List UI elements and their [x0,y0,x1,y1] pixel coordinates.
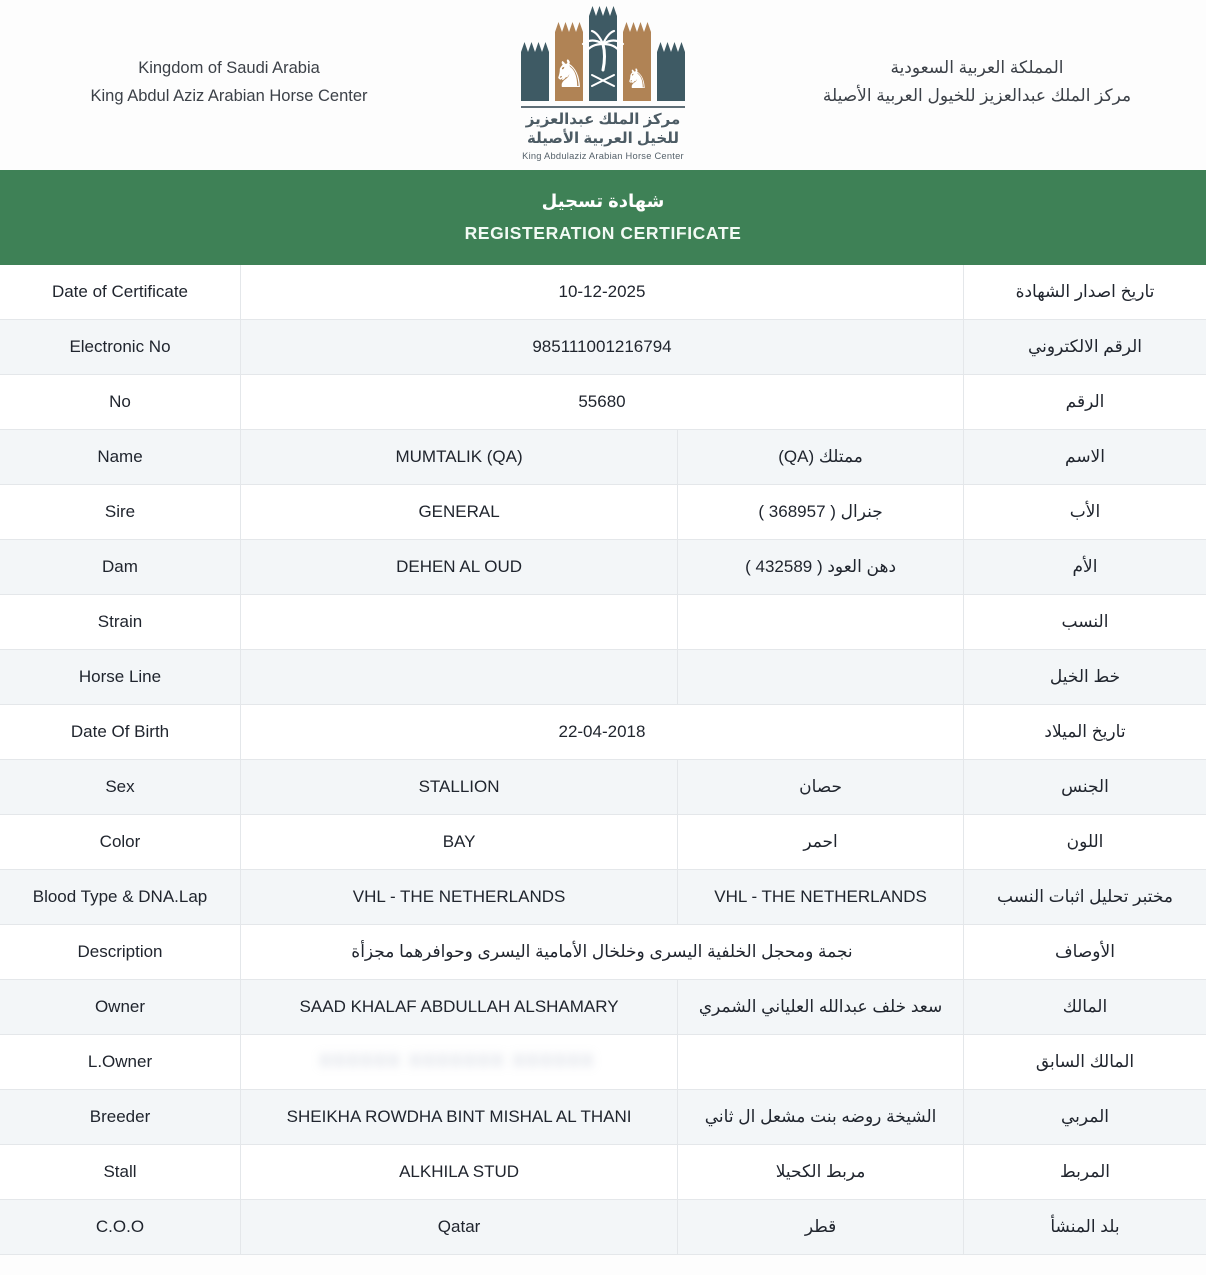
value-english: BAY [240,815,677,869]
label-english: Owner [94,997,146,1016]
svg-text:♞: ♞ [624,64,650,94]
value-english: 55680 [240,375,963,429]
org-title-english [0,54,458,110]
value-english: 10-12-2025 [240,265,963,319]
table-row-name [0,430,1206,485]
label-arabic: خط الخيل [963,650,1206,704]
value-english: Qatar [240,1200,677,1254]
value-arabic: قطر [677,1200,963,1254]
value-arabic [677,595,963,649]
table-row-stall [0,1145,1206,1200]
label-arabic: المربي [963,1090,1206,1144]
org-name-en: King Abdul Aziz Arabian Horse Center [90,87,368,105]
logo [521,6,685,161]
value-arabic: ممتلك (QA) [677,430,963,484]
svg-text:♞: ♞ [551,54,587,96]
label-english: Description [77,942,163,961]
certificate-title-banner [0,170,1206,265]
org-name-ar: مركز الملك عبدالعزيز للخيول العربية الأصيلة [822,86,1132,105]
label-arabic: الأوصاف [963,925,1206,979]
table-row-strain [0,595,1206,650]
logo-arabic-name: مركز الملك عبدالعزيز للخيل العربية الأصيلة [525,111,681,147]
label-arabic: النسب [963,595,1206,649]
table-row-owner [0,980,1206,1035]
table-row-date-of-certificate [0,265,1206,320]
table-row-horse-line [0,650,1206,705]
label-english: No [109,392,131,411]
label-english: Date Of Birth [70,722,170,741]
header [0,0,1206,170]
label-english: Breeder [89,1107,151,1126]
table-row-electronic-no [0,320,1206,375]
label-english: Stall [103,1162,137,1181]
label-english: L.Owner [87,1052,153,1071]
org-title-arabic [748,54,1206,110]
value-arabic [677,650,963,704]
value-english: 22-04-2018 [240,705,963,759]
label-arabic: الرقم الالكتروني [963,320,1206,374]
value-arabic: مربط الكحيلا [677,1145,963,1199]
logo-english-name: King Abdulaziz Arabian Horse Center [522,151,684,161]
value-arabic: سعد خلف عبدالله العلياني الشمري [677,980,963,1034]
value-arabic: VHL - THE NETHERLANDS [677,870,963,924]
value-english: STALLION [240,760,677,814]
value-english [240,595,677,649]
table-row-c-o-o [0,1200,1206,1255]
label-arabic: المالك السابق [963,1035,1206,1089]
castle-towers-horses-palm-icon [521,6,685,101]
value-arabic: احمر [677,815,963,869]
label-arabic: تاريخ اصدار الشهادة [963,265,1206,319]
label-english: Horse Line [78,667,162,686]
label-arabic: الأم [963,540,1206,594]
label-english: Date of Certificate [51,282,189,301]
value-english: 985111001216794 [240,320,963,374]
table-row-color [0,815,1206,870]
value-english: نجمة ومحجل الخلفية اليسرى وخلخال الأمامية اليسرى وحوافرهما مجزأة [240,925,963,979]
table-row-no [0,375,1206,430]
value-english: ALKHILA STUD [240,1145,677,1199]
label-arabic: المربط [963,1145,1206,1199]
value-english: DEHEN AL OUD [240,540,677,594]
label-english: Dam [102,557,138,576]
label-arabic: الأب [963,485,1206,539]
table-row-dam [0,540,1206,595]
value-english: SAAD KHALAF ABDULLAH ALSHAMARY [240,980,677,1034]
label-english: C.O.O [95,1217,145,1236]
value-arabic: الشيخة روضه بنت مشعل ال ثاني [677,1090,963,1144]
value-arabic: دهن العود ( 432589 ) [677,540,963,594]
value-arabic: جنرال ( 368957 ) [677,485,963,539]
value-arabic [677,1035,963,1089]
label-arabic: مختبر تحليل اثبات النسب [963,870,1206,924]
label-arabic: الاسم [963,430,1206,484]
value-english [240,650,677,704]
certificate-title-arabic: شهادة تسجيل [541,191,665,211]
table-row-breeder [0,1090,1206,1145]
label-arabic: تاريخ الميلاد [963,705,1206,759]
certificate-table [0,265,1206,1255]
table-row-l-owner [0,1035,1206,1090]
label-english: Strain [97,612,143,631]
table-row-date-of-birth [0,705,1206,760]
label-arabic: اللون [963,815,1206,869]
org-country-ar: المملكة العربية السعودية [890,58,1064,77]
label-arabic: الرقم [963,375,1206,429]
label-arabic: الجنس [963,760,1206,814]
redacted-text: xxxxxx xxxxxxx xxxxxx [319,1048,596,1072]
table-row-sire [0,485,1206,540]
label-english: Blood Type & DNA.Lap [32,887,208,906]
label-arabic: بلد المنشأ [963,1200,1206,1254]
label-arabic: المالك [963,980,1206,1034]
value-english [240,1035,677,1089]
table-row-blood-type-dna-lap [0,870,1206,925]
label-english: Electronic No [69,337,171,356]
org-country-en: Kingdom of Saudi Arabia [138,59,320,77]
label-english: Color [99,832,141,851]
table-row-sex [0,760,1206,815]
certificate-title-english: REGISTERATION CERTIFICATE [464,223,742,243]
table-row-description [0,925,1206,980]
label-english: Sire [104,502,136,521]
label-english: Name [97,447,143,466]
value-english: GENERAL [240,485,677,539]
value-english: SHEIKHA ROWDHA BINT MISHAL AL THANI [240,1090,677,1144]
value-english: VHL - THE NETHERLANDS [240,870,677,924]
value-arabic: حصان [677,760,963,814]
value-english: MUMTALIK (QA) [240,430,677,484]
logo-divider [521,106,685,108]
label-english: Sex [105,777,135,796]
